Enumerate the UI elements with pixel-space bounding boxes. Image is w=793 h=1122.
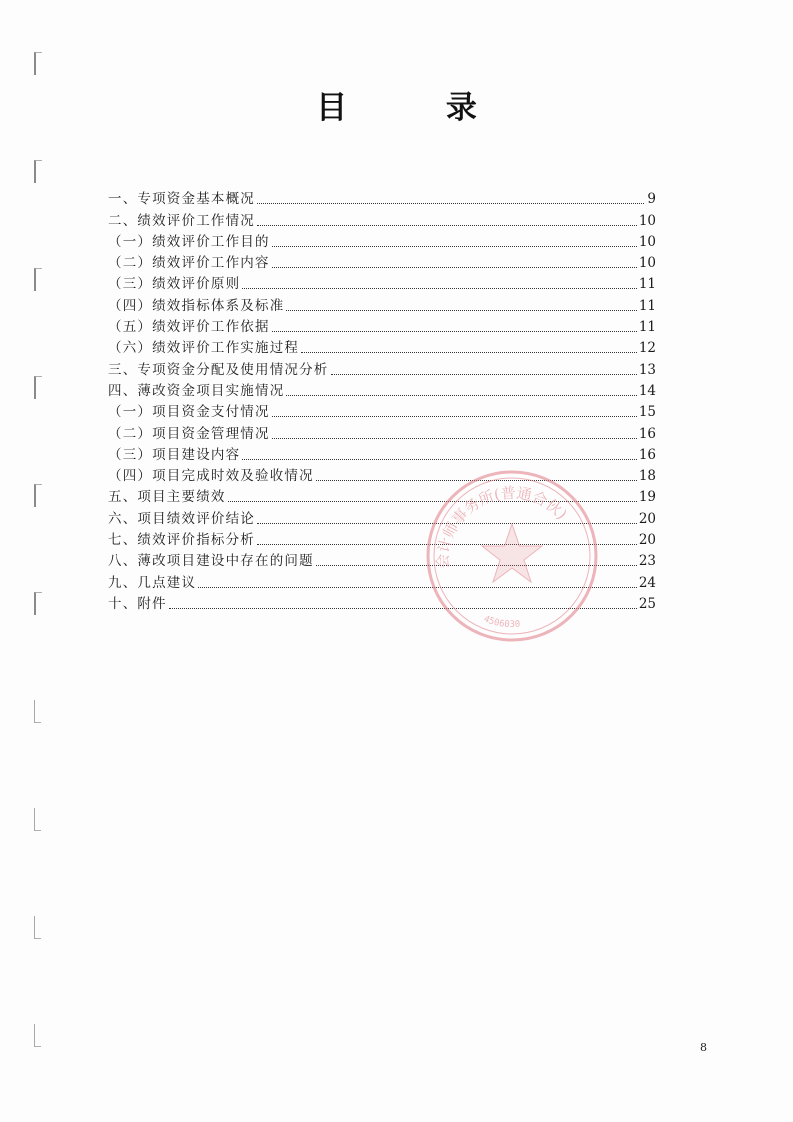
toc-entry[interactable] <box>108 229 656 250</box>
toc-entry[interactable] <box>108 420 656 441</box>
toc-entry-page: 20 <box>638 532 656 549</box>
toc-entry-page: 15 <box>638 404 656 421</box>
toc-leader-dots <box>331 373 637 375</box>
binding-mark <box>34 268 42 291</box>
toc-entry-label: （四）绩效指标体系及标准 <box>108 297 285 314</box>
toc-entry-page: 14 <box>638 382 656 399</box>
toc-leader-dots <box>272 437 637 439</box>
toc-entry-label: 十、附件 <box>108 595 167 612</box>
toc-leader-dots <box>301 351 637 353</box>
toc-entry-label: 八、薄改项目建设中存在的问题 <box>108 553 314 570</box>
toc-entry[interactable] <box>108 186 656 207</box>
toc-entry-page: 24 <box>638 574 656 591</box>
svg-text:4506030 <box>482 614 521 630</box>
binding-mark <box>34 916 41 939</box>
seal-text: 会计师事务所(普通合伙) <box>433 483 571 569</box>
toc-entry[interactable] <box>108 292 656 313</box>
toc-entry-label: 二、绩效评价工作情况 <box>108 212 255 229</box>
toc-entry[interactable] <box>108 399 656 420</box>
toc-entry-label: （二）项目资金管理情况 <box>108 425 270 442</box>
page-title: 目 录 <box>316 90 521 126</box>
toc-entry-page: 20 <box>638 510 656 527</box>
toc-entry[interactable] <box>108 442 656 463</box>
toc-entry-page: 16 <box>638 425 656 442</box>
toc-entry-label: （六）绩效评价工作实施过程 <box>108 340 300 357</box>
binding-mark <box>34 808 41 831</box>
toc-leader-dots <box>272 266 637 268</box>
toc-leader-dots <box>242 287 637 289</box>
toc-leader-dots <box>272 245 637 247</box>
page-number: 8 <box>700 1041 707 1054</box>
binding-mark <box>34 160 42 183</box>
toc-entry-label: （三）项目建设内容 <box>108 446 241 463</box>
toc-entry-label: 一、专项资金基本概况 <box>108 191 255 208</box>
toc-entry-page: 12 <box>638 340 656 357</box>
seal-code: 4506030 <box>482 614 521 631</box>
toc-entry[interactable] <box>108 356 656 377</box>
toc-entry-label: （三）绩效评价原则 <box>108 276 241 293</box>
toc-entry-page: 16 <box>638 446 656 463</box>
binding-mark <box>34 1024 41 1047</box>
toc-entry[interactable] <box>108 378 656 399</box>
toc-entry-page: 23 <box>638 553 656 570</box>
toc-entry-label: （四）项目完成时效及验收情况 <box>108 468 314 485</box>
toc-entry-label: 五、项目主要绩效 <box>108 489 226 506</box>
toc-entry-page: 19 <box>638 489 656 506</box>
binding-mark <box>34 52 42 75</box>
toc-leader-dots <box>286 309 636 311</box>
binding-mark <box>34 484 42 507</box>
toc-entry-label: 七、绩效评价指标分析 <box>108 532 255 549</box>
toc-entry-page: 10 <box>638 212 656 229</box>
toc-entry[interactable] <box>108 207 656 228</box>
toc-entry-page: 11 <box>638 276 656 293</box>
toc-entry[interactable] <box>108 250 656 271</box>
toc-entry[interactable] <box>108 271 656 292</box>
toc-leader-dots <box>272 415 637 417</box>
toc-entry-page: 25 <box>638 595 656 612</box>
toc-entry-page: 10 <box>638 233 656 250</box>
toc-entry-label: 四、薄改资金项目实施情况 <box>108 382 285 399</box>
toc-entry[interactable] <box>108 314 656 335</box>
toc-entry-page: 11 <box>638 297 656 314</box>
toc-entry-label: 九、几点建议 <box>108 574 197 591</box>
toc-entry-label: （一）项目资金支付情况 <box>108 404 270 421</box>
official-seal <box>424 468 600 644</box>
binding-mark <box>34 376 42 399</box>
binding-mark <box>34 592 42 615</box>
toc-entry-label: （五）绩效评价工作依据 <box>108 319 270 336</box>
toc-entry-page: 11 <box>638 319 656 336</box>
binding-mark <box>34 700 41 723</box>
toc-entry[interactable] <box>108 335 656 356</box>
toc-entry-page: 9 <box>647 191 656 208</box>
toc-entry-label: 六、项目绩效评价结论 <box>108 510 255 527</box>
toc-leader-dots <box>257 224 637 226</box>
toc-entry-page: 13 <box>638 361 656 378</box>
toc-entry-label: （一）绩效评价工作目的 <box>108 233 270 250</box>
toc-leader-dots <box>242 458 637 460</box>
toc-entry-label: 三、专项资金分配及使用情况分析 <box>108 361 329 378</box>
toc-entry-label: （二）绩效评价工作内容 <box>108 255 270 272</box>
toc-leader-dots <box>272 330 637 332</box>
toc-entry-page: 18 <box>638 468 656 485</box>
toc-leader-dots <box>286 394 636 396</box>
toc-leader-dots <box>257 202 644 204</box>
toc-entry-page: 10 <box>638 255 656 272</box>
